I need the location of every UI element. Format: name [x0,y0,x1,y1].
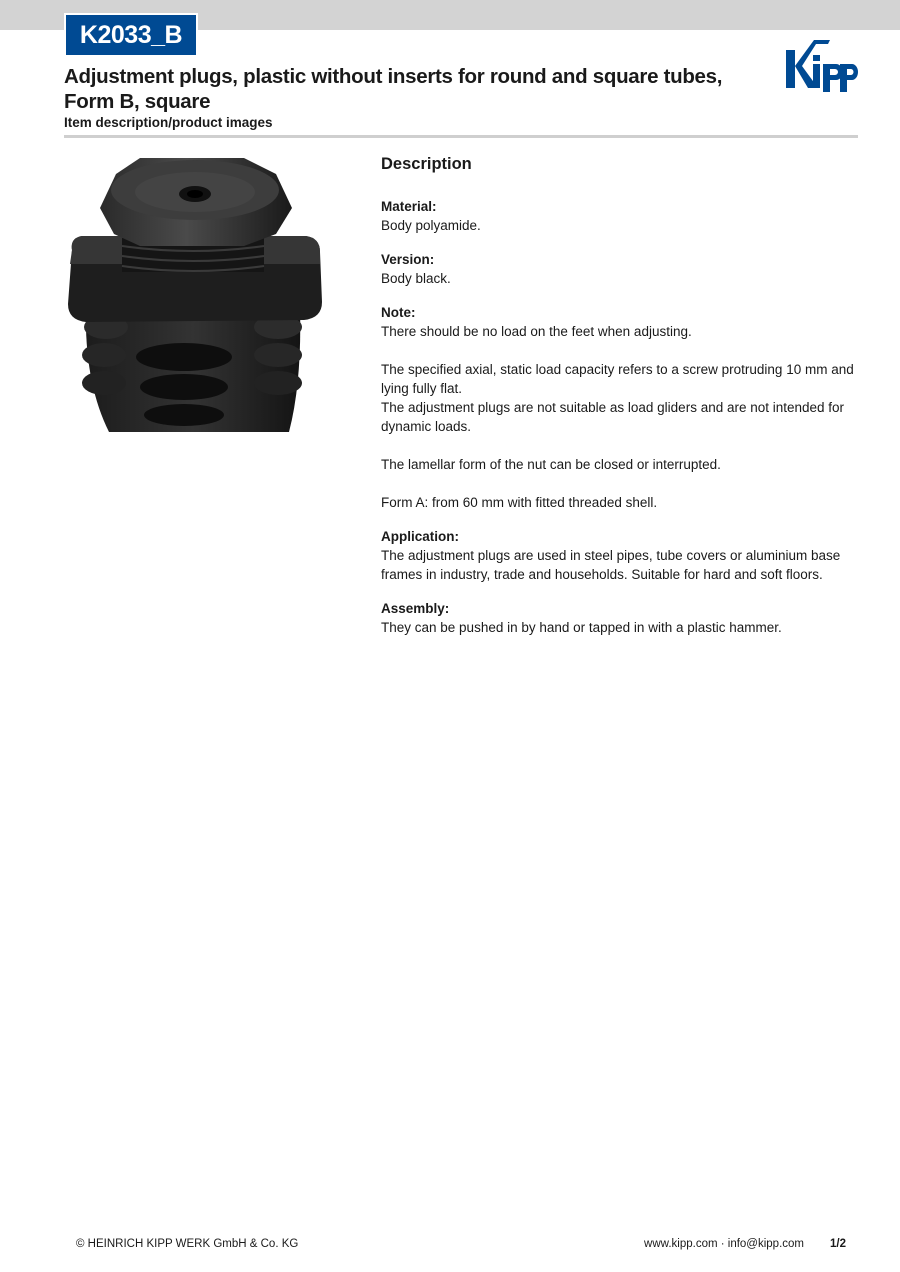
section-label: Application: [381,529,459,544]
kipp-logo [784,38,858,92]
description-panel [381,152,859,652]
footer-copyright: © HEINRICH KIPP WERK GmbH & Co. KG [76,1238,299,1250]
page-subtitle: Item description/product images [64,115,273,130]
section-text: Body polyamide. [381,218,481,233]
product-image [64,152,326,444]
section-application [381,527,859,584]
footer-contact: www.kipp.com · info@kipp.com [644,1238,804,1250]
section-text: They can be pushed in by hand or tapped in with a plastic hammer. [381,620,782,635]
header-divider [64,135,858,138]
section-text: Body black. [381,271,451,286]
section-text: The adjustment plugs are used in steel pipes, tube covers or aluminium base frames in industry, trade and households. Suitable for hard and soft floors. [381,548,841,582]
section-version [381,250,859,288]
section-material [381,197,859,235]
section-note [381,303,859,512]
description-heading: Description [381,155,472,173]
item-code-badge: K2033_B [64,13,198,57]
section-text: There should be no load on the feet when adjusting. [381,324,692,339]
section-label: Assembly: [381,601,450,616]
section-text: The lamellar form of the nut can be closed or interrupted. [381,457,721,472]
section-label: Version: [381,252,435,267]
section-label: Material: [381,199,437,214]
section-text: Form A: from 60 mm with fitted threaded shell. [381,495,658,510]
section-text: The specified axial, static load capacity refers to a screw protruding 10 mm and lying fully flat. The adjustment plugs are not suitable as load gliders and are not intended for dynamic loads. [381,362,854,434]
page-number: 1/2 [830,1238,846,1250]
section-assembly [381,599,859,637]
page-title: Adjustment plugs, plastic without inserts for round and square tubes, Form B, square [64,65,723,113]
section-label: Note: [381,305,416,320]
